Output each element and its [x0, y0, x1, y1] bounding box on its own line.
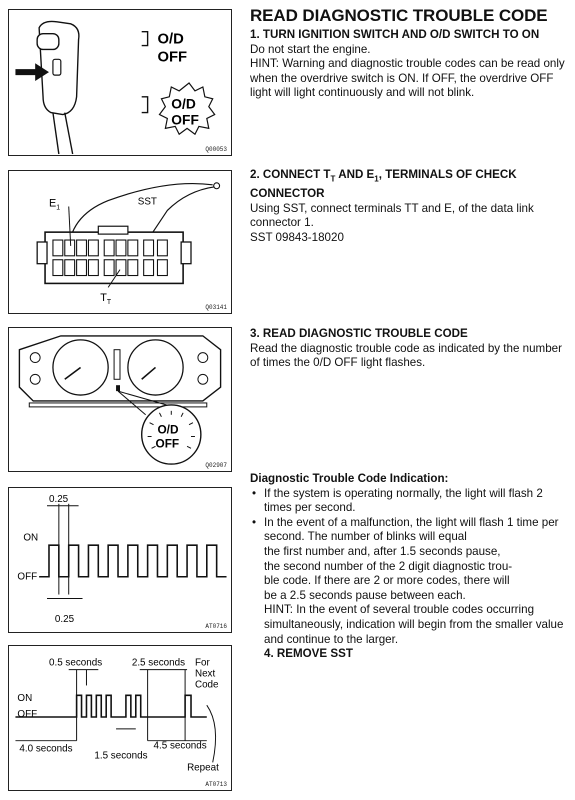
- code-indication: [250, 472, 568, 662]
- off-label-top: OFF: [157, 49, 188, 66]
- bullet-dot: •: [252, 515, 257, 529]
- indication-bullet-1: • If the system is operating normally, the light will flash 2 times per second.: [252, 486, 543, 515]
- indication-bullet-2-line: be a 2.5 seconds pause between each.: [264, 588, 466, 602]
- step-2-sst: SST 09843-18020: [250, 230, 344, 244]
- e1-label: $E_1$: [48, 197, 61, 212]
- label-for: For: [194, 657, 210, 669]
- tt-label: $T_T$: [100, 292, 112, 307]
- code-waveform: [15, 695, 206, 717]
- off-label: OFF: [17, 571, 38, 583]
- step-1-heading: 1. TURN IGNITION SWITCH AND O/D SWITCH TO ON: [250, 28, 540, 41]
- figure-instrument-cluster: [8, 327, 232, 472]
- label-repeat: Repeat: [187, 762, 219, 774]
- label-0-5-seconds: 0.5 seconds: [48, 657, 103, 669]
- blink-waveform: [39, 545, 226, 577]
- step-3-heading: 3. READ DIAGNOSTIC TROUBLE CODE: [250, 327, 468, 340]
- top-time-label: 0.25: [48, 493, 69, 505]
- step-2: [250, 168, 568, 245]
- off-label-cluster: OFF: [155, 436, 180, 451]
- figure-code: AT0713: [205, 781, 227, 788]
- figure-code: Q03141: [205, 304, 227, 311]
- step-2-line: Using SST, connect terminals TT and E, of the data link connector 1.: [250, 201, 534, 230]
- indication-bullet-2-line: ble code. If there are 2 or more codes, there will: [264, 574, 510, 588]
- step-4-heading: 4. REMOVE SST: [264, 647, 353, 661]
- figure-od-switch: [8, 9, 232, 156]
- page-title: READ DIAGNOSTIC TROUBLE CODE: [250, 6, 548, 25]
- step-2-heading: 2. CONNECT $T_T$ AND $E_1$, TERMINALS OF CHECK CONNECTOR: [250, 168, 517, 200]
- indication-hint: HINT: In the event of several trouble codes occurring simultaneously, indication will begin from the smaller value and continue to the larger.: [264, 603, 564, 646]
- figure-code: Q02907: [205, 462, 227, 469]
- off-label-bottom: OFF: [171, 112, 199, 128]
- label-4-0-seconds: 4.0 seconds: [19, 743, 73, 755]
- bottom-time-label: 0.25: [54, 614, 75, 626]
- bullet-dot: •: [252, 486, 257, 500]
- indication-bullet-2-line: the first number and, after 1.5 seconds pause,: [264, 544, 501, 558]
- od-label-cluster: O/D: [157, 422, 179, 437]
- figure-code: AT0716: [205, 623, 227, 630]
- check-connector-illustration: [9, 171, 231, 313]
- figure-code: Q00053: [205, 146, 227, 153]
- code-waveform-chart: [9, 646, 231, 790]
- step-3: [250, 327, 568, 371]
- indication-bullet-2-line: the second number of the 2 digit diagnostic trou-: [264, 559, 513, 573]
- indication-heading: Diagnostic Trouble Code Indication:: [250, 472, 449, 485]
- on-label: ON: [23, 532, 39, 544]
- sst-label: SST: [137, 196, 157, 208]
- od-label-top: O/D: [157, 31, 184, 48]
- figure-normal-waveform: [8, 487, 232, 633]
- label-next: Next: [194, 668, 216, 680]
- label-4-5-seconds: 4.5 seconds: [153, 740, 207, 752]
- normal-waveform-chart: [9, 488, 231, 632]
- indication-bullet-2: • In the event of a malfunction, the light will flash 1 time per second. The number of blinks will equal: [252, 515, 559, 544]
- label-1-5-seconds: 1.5 seconds: [94, 750, 148, 762]
- step-1-hint: HINT: Warning and diagnostic trouble codes can be read only when the overdrive switch is ON. If OFF, the overdrive OFF light will light continuously and will not blink.: [250, 57, 565, 100]
- label-code: Code: [194, 679, 219, 691]
- instrument-cluster-illustration: [9, 328, 231, 471]
- od-switch-illustration: [9, 10, 231, 155]
- step-3-line: Read the diagnostic trouble code as indicated by the number of times the 0/D OFF light flashes.: [250, 341, 562, 370]
- label-2-5-seconds: 2.5 seconds: [131, 657, 186, 669]
- off-label: OFF: [17, 709, 38, 721]
- step-1-line: Do not start the engine.: [250, 42, 371, 56]
- figure-check-connector: [8, 170, 232, 314]
- step-1: [250, 28, 568, 101]
- figure-code-waveform: [8, 645, 232, 791]
- od-label-bottom: O/D: [171, 96, 196, 112]
- on-label: ON: [17, 693, 33, 705]
